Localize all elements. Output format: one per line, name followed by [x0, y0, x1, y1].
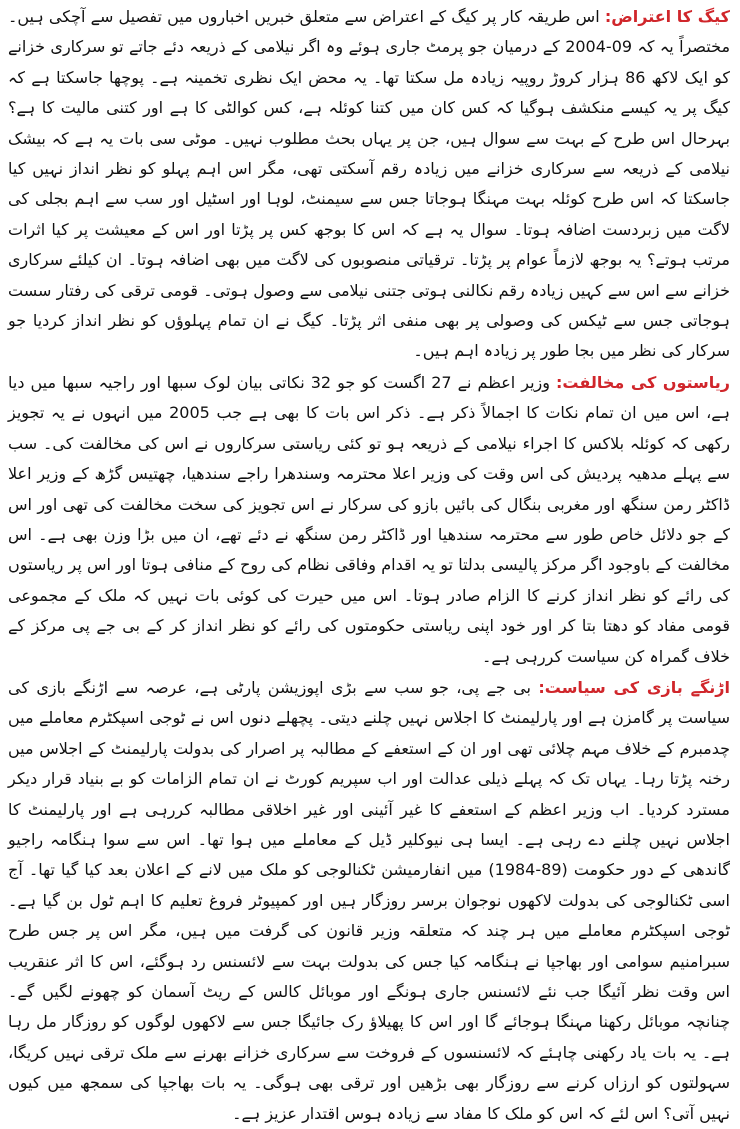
section-heading: ریاستوں کی مخالفت:: [556, 372, 731, 392]
section-body: بی جے پی، جو سب سے بڑی اپوزیشن پارٹی ہے، عرصہ سے اڑنگے بازی کی سیاست پر گامزن ہے اور پارلیمنٹ کا اجلاس نہیں چلنے دیتی۔ پچھلے دنوں اس نے ٹوجی اسپکٹرم معاملے میں چدمبرم کے خلاف مہم چلائی تھی اور ان کے استعفے کے مطالبہ پر اصرار کی بدولت پارلیمنٹ کے اجلاس میں رخنہ پڑتا رہا۔ یہاں تک کہ پہلے ذیلی عدالت اور اب سپریم کورٹ نے ان تمام الزامات کو بے بنیاد قرار دیکر مسترد کردیا۔ اب وزیر اعظم کے استعفے کا غیر آئینی اور غیر اخلاقی مطالبہ کررہی ہے اور پارلیمنٹ کا اجلاس نہیں چلنے دے رہی ہے۔ ایسا ہی نیوکلیر ڈیل کے معاملے میں ہوا تھا۔ اس سے سوا ہنگامہ راجیو گاندھی کے دور حکومت (89-1984) میں انفارمیشن ٹکنالوجی کو ملک میں لانے کے اعلان بعد کیا گیا تھا۔ آج اسی ٹکنالوجی کی بدولت لاکھوں نوجوان برسر روزگار ہیں اور کمپیوٹر فروغ تعلیم کا اہم ٹول بن گیا ہے۔ ٹوجی اسپکٹرم معاملے میں ہر چند کہ متعلقہ وزیر قانون کی گرفت میں ہیں، مگر اس پر جس طرح سبرامنیم سوامی اور بھاجپا نے ہنگامہ کیا جس کی بدولت بہت سے لائسنس رد ہوگئے، اس کا اثر عنقریب اس وقت نظر آئیگا جب نئے لائسنس جاری ہونگے اور موبائل کالس کے ریٹ آسمان کو چھونے لگیں گے۔ چنانچہ موبائل رکھنا مہنگا ہوجائے گا اور اس کا پھیلاؤ رک جائیگا جس سے لاکھوں لوگوں کو روزگار مل رہا ہے۔ یہ بات یاد رکھنی چاہئے کہ لائسنسوں کے فروخت سے سرکاری خزانے بھرنے سے ملک ترقی نہیں کریگا، سہولتوں کو ارزاں کرنے سے روزگار بھی بڑھیں اور ترقی بھی ہوگی۔ یہ بات بھاجپا کی سمجھ میں کیوں نہیں آتی؟ اس لئے کہ اس کو ملک کا مفاد سے زیادہ ہوس اقتدار عزیز ہے۔: [8, 677, 731, 1123]
section-states-opposition: [8, 368, 730, 672]
section-body: وزیر اعظم نے 27 اگست کو جو 32 نکاتی بیان لوک سبھا اور راجیہ سبھا میں دیا ہے، اس میں ان تمام نکات کا اجمالاً ذکر ہے۔ ذکر اس بات کا بھی ہے جب 2005 میں انہوں نے یہ تجویز رکھی کہ کوئلہ بلاکس کا اجراء نیلامی کے ذریعہ ہو تو کئی ریاستی سرکاروں نے اس کی مخالفت کی۔ سب سے پہلے مدھیہ پردیش کی اس وقت کی وزیر اعلا محترمہ وسندھرا راجے سندھیا، چھتیس گڑھ کے وزیر اعلا ڈاکٹر رمن سنگھ اور مغربی بنگال کی بائیں بازو کی سرکار نے اس تجویز کی سخت مخالفت کی تھی اور اس کے جو دلائل خاص طور سے محترمہ سندھیا اور ڈاکٹر رمن سنگھ نے دئے تھے، ان میں بڑا وزن بھی ہے۔ اس مخالفت کے باوجود اگر مرکز پالیسی بدلتا تو یہ اقدام وفاقی نظام کی روح کے منافی ہوتا اور اس پر ریاستوں کی رائے کو نظر انداز کرنے کا الزام صادر ہوتا۔ اس میں حیرت کی کوئی بات نہیں کہ ملک کے مجموعی قومی مفاد کو دھتا بتا کر اور خود اپنی ریاستی حکومتوں کی رائے کو نظر انداز کر کے بی جے پی مرکز کے خلاف گمراہ کن سیاست کررہی ہے۔: [8, 372, 730, 666]
section-cag-objection: [8, 2, 730, 367]
section-heading: کیگ کا اعتراض:: [604, 7, 730, 26]
section-heading: اڑنگے بازی کی سیاست:: [538, 677, 731, 697]
section-obstruction-politics: [8, 673, 730, 1129]
section-body: اس طریقہ کار پر کیگ کے اعتراض سے متعلق خبریں اخباروں میں تفصیل سے آچکی ہیں۔ مختصراً یہ کہ 09-2004 کے درمیان جو پرمٹ جاری ہوئے وہ اگر نیلامی کے ذریعہ دئے جاتے تو سرکاری خزانے کو ایک لاکھ 86 ہزار کروڑ روپیہ زیادہ مل سکتا تھا۔ یہ محض ایک نظری تخمینہ ہے۔ پوچھا جاسکتا ہے کہ کیگ پر یہ کیسے منکشف ہوگیا کہ کس کان میں کتنا کوئلہ ہے، کس کوالٹی کا ہے اور کتنی مالیت کا ہے؟ بہرحال اس طرح کے بہت سے سوال ہیں، جن پر یہاں بحث مطلوب نہیں۔ موٹی سی بات یہ ہے کہ بیشک نیلامی کے ذریعہ سے سرکاری خزانے میں زیادہ رقم آسکتی تھی، مگر اس اہم پہلو کو نظر انداز نہیں کیا جاسکتا کہ اس طرح کوئلہ بہت مہنگا ہوجاتا جس سے سیمنٹ، لوہا اور اسٹیل اور سب سے اہم بجلی کی لاگت میں زبردست اضافہ ہوتا۔ سوال یہ ہے کہ اس کا بوجھ کس پر پڑتا اور اس کے معیشت پر کیا اثرات مرتب ہوتے؟ یہ بوجھ لازماً عوام پر پڑتا۔ ترقیاتی منصوبوں کی لاگت میں بھی اضافہ ہوتا۔ ان کیلئے سرکاری خزانے سے اس سے کہیں زیادہ رقم نکالنی ہوتی جتنی نیلامی سے وصول ہوتی۔ قومی ترقی کی رفتار سست ہوجاتی جس سے ٹیکس کی وصولی پر بھی منفی اثر پڑتا۔ کیگ نے ان تمام پہلوؤں کو نظر انداز کردیا جو سرکار کی نظر میں بجا طور پر زیادہ اہم ہیں۔: [8, 7, 731, 361]
